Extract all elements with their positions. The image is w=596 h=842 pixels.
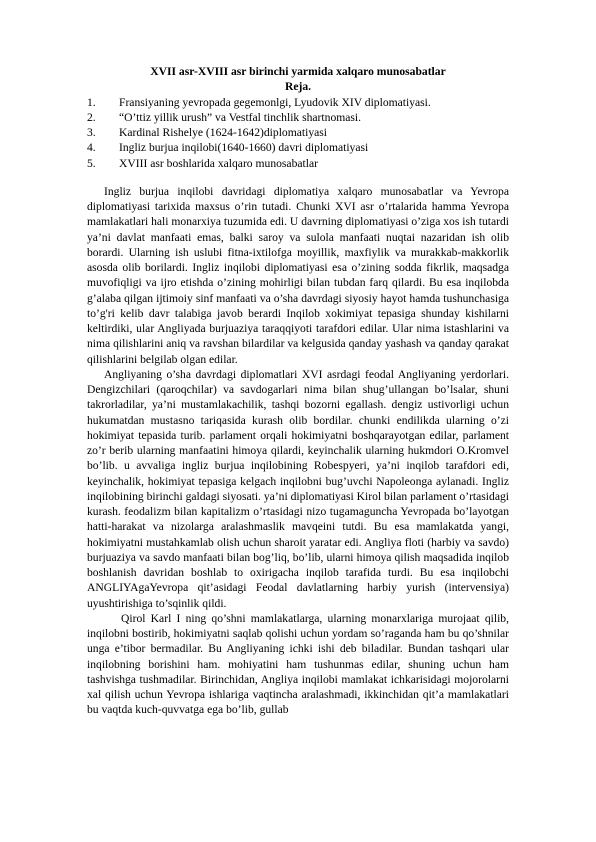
body-paragraph: Angliyaning o’sha davrdagi diplomatlari XVI asrdagi feodal Angliyaning yerdorlari. Dengizchilari (qaroqchilar) va savdogarlari nima bilan shug’ullangan bo’lsalar, shuni takrorladilar, ya’ni mustamlakachilik, tashqi bozorni egallash. dengiz ustivorligi uchun hukumatdan mustasno tariqasida kurash olib bordilar. chunki endilikda ularning o’zi hokimiyat tepasida turib. parlament orqali hokimiyatni boshqarayotgan edilar, parlament zo’r berib ularning manfaatini himoya qilardi, keyinchalik ularning hukmdori O.Kromvel bo’lib. u avvaliga ingliz burjua inqilobining Robespyeri, ya’ni inqilob tarafdori edi, keyinchalik, hokimiyat tepasiga kelgach inqilobni bug’uvchi Napoleonga aylanadi. Ingliz inqilobining birinchi galdagi siyosati. ya’ni diplomatiyasi Kirol bilan parlament o’rtasidagi kurash. feodalizm bilan kapitalizm o’rtasidagi nizo tugamaguncha Yevropada bo’layotgan hatti-harakat va nizolarga aralashmaslik mavqeini tutdi. Bu esa mamlakatda yangi, hokimiyatni mustahkamlab olish uchun sharoit yaratar edi. Angliya floti (harbiy va savdo) burjuaziya va savdo manfaati bilan bog’liq, bo’lib, ularni himoya qilish maqsadida inqilob boshlanish davridan boshlab to oxirigacha inqilob tarafida turdi. Bu esa inqilobchi ANGLIYAgaYevropa qit’asidagi Feodal davlatlarning harbiy yurish (intervensiya) uyushtirishiga to’sqinlik qildi. [87, 367, 509, 610]
plan-item-number: 4. [87, 141, 96, 155]
plan-item-number: 5. [87, 156, 96, 170]
plan-item-number: 1. [87, 95, 96, 109]
plan-item-text: “O’ttiz yillik urush” va Vestfal tinchlik shartnomasi. [119, 110, 362, 124]
plan-item-number: 3. [87, 126, 96, 139]
plan-item [87, 156, 509, 171]
plan-item-text: Fransiyaning yevropada gegemonlgi, Lyudovik XIV diplomatiyasi. [119, 95, 431, 109]
plan-item [87, 140, 509, 155]
plan-item-text: Ingliz burjua inqilobi(1640-1660) davri diplomatiyasi [119, 141, 369, 155]
plan-heading: Reja. [284, 80, 312, 94]
plan-list [87, 95, 509, 171]
body-paragraph: Qirol Karl I ning qo’shni mamlakatlarga, ularning monarxlariga murojaat qilib, inqilobni bostirib, hokimiyatni saqlab qolishi uchun yordam so’raganda ham bu qo’shnilar unga e’tibor bermadilar. Bu Angliyaning ichki ishi deb biladilar. Bundan tashqari ular inqilobning borishini ham. mohiyatini ham tushunmas edilar, shuning uchun ham tashvishga tushmadilar. Birinchidan, Angliya inqilobi mamlakat ichkarisidagi mojorolarni xal qilish uchun Yevropa ishlariga vaqtincha aralashmadi, ikkinchidan qit’a mamlakatlari bu vaqtda kuch-quvvatga ega bo’lib, gullab [87, 611, 509, 717]
plan-item [87, 125, 509, 140]
plan-item-text: Kardinal Rishelye (1624-1642)diplomatiyasi [119, 126, 328, 139]
plan-item-number: 2. [87, 110, 96, 124]
plan-item-text: XVIII asr boshlarida xalqaro munosabatlar [119, 156, 318, 170]
plan-item [87, 110, 509, 125]
body-paragraph: Ingliz burjua inqilobi davridagi diplomatiya xalqaro munosabatlar va Yevropa diplomatiyasi tarixida maxsus o’rin tutadi. Chunki XVI asr o’rtalarida hamma Yevropa mamlakatlari hali monarxiya tuzumida edi. U davrning diplomatiyasi o’ziga xos ish tutardi ya’ni davlat manfaati emas, balki saroy va sulola manfaati nuqtai nazaridan ish olib borardi. Ularning ish uslubi fitna-ixtilofga moyillik, maxfiylik va murakkab-makkorlik asosda olib borilardi. Ingliz inqilobi diplomatiyasi esa o’zining sodda fikrlik, maqsadga muvofiqligi va ijro etishda o’zining mohirligi bilan tubdan farq qilardi. Bu esa inqilobda g’alaba qilgan ijtimoiy sinf manfaati va o’sha davrdagi siyosiy hayot hamda tushunchasiga to’g'ri kelib davr talabiga javob berardi Inqilob xokimiyat tepasiga shunday kishilarni keltirdiki, ular Angliyada burjuaziya taraqqiyoti tarafdori edilar. Ular nima istashlarini va nima qilishlarini aniq va ravshan bilardilar va kelgusida qanday yashash va qanday qarakat qilishlarini belgilab olgan edilar. [87, 184, 509, 366]
document-page [87, 64, 509, 718]
document-title: XVII asr-XVIII asr birinchi yarmida xalqaro munosabatlar [150, 65, 446, 78]
plan-item [87, 95, 509, 110]
